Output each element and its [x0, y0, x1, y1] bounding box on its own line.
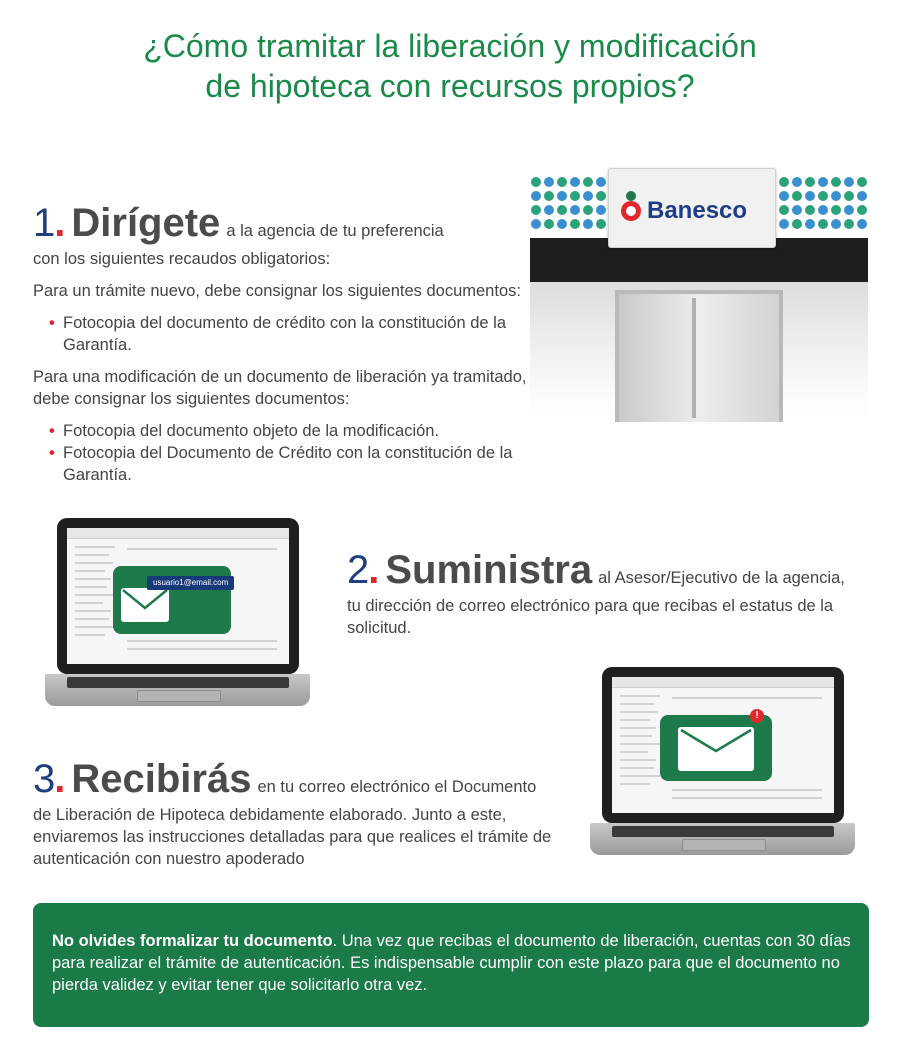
- laptop-screen: [612, 677, 834, 813]
- door-divider: [692, 298, 696, 418]
- step-3-lead: en tu correo electrónico el Documento: [257, 778, 537, 796]
- laptop-trackpad: [682, 839, 766, 851]
- step-3: [33, 757, 573, 880]
- step-3-dot: .: [54, 757, 66, 801]
- step-3-title: Recibirás: [71, 757, 252, 801]
- step-2-lead: al Asesor/Ejecutivo de la agencia,: [598, 569, 845, 587]
- email-card: [113, 566, 231, 634]
- laptop-email-illustration: [45, 518, 310, 716]
- banesco-logo-icon: [617, 189, 645, 223]
- step-2-title: Suministra: [385, 548, 593, 592]
- email-notification-card: [660, 715, 772, 781]
- step-2-heading: [347, 548, 867, 595]
- modification-intro: Para una modificación de un documento de liberación ya tramitado, debe consignar los siguientes documentos:: [33, 368, 527, 408]
- step-1-heading: [33, 201, 563, 248]
- reminder-bold: No olvides formalizar tu documento: [52, 932, 333, 950]
- laptop-notification-illustration: [590, 667, 855, 865]
- laptop-keyboard: [67, 677, 289, 688]
- step-3-number: 3: [33, 757, 55, 801]
- step-1-dot: .: [54, 201, 66, 245]
- title-line-1: ¿Cómo tramitar la liberación y modificación: [143, 28, 757, 64]
- storefront-door: [615, 290, 783, 422]
- banesco-logo: Banesco: [647, 197, 748, 224]
- new-procedure-list: [33, 312, 563, 356]
- bullet-icon: •: [49, 422, 55, 440]
- list-item: • Fotocopia del documento objeto de la modificación.: [49, 422, 440, 440]
- new-procedure-intro: Para un trámite nuevo, debe consignar los siguientes documentos:: [33, 282, 521, 300]
- envelope-icon: [678, 727, 754, 771]
- page-title: [0, 26, 900, 106]
- banesco-sign: [608, 168, 776, 248]
- step-3-heading: [33, 757, 573, 804]
- modification-list: [33, 420, 563, 486]
- email-address-tag: usuario1@email.com: [147, 576, 234, 590]
- title-line-2: de hipoteca con recursos propios?: [205, 68, 695, 104]
- step-1-number: 1: [33, 201, 55, 245]
- bullet-icon: •: [49, 314, 55, 332]
- reminder-text: [52, 930, 858, 996]
- laptop-trackpad: [137, 690, 221, 702]
- laptop-screen: [67, 528, 289, 664]
- step-1-title: Dirígete: [71, 201, 221, 245]
- step-2-dot: .: [368, 548, 380, 592]
- list-item: • Fotocopia del Documento de Crédito con la constitución de la Garantía.: [49, 444, 513, 484]
- step-2: [347, 548, 867, 649]
- notification-alert-icon: !: [750, 709, 764, 723]
- step-1-lead-continued: con los siguientes recaudos obligatorios:: [33, 250, 331, 268]
- step-2-lead-continued: tu dirección de correo electrónico para que recibas el estatus de la solicitud.: [347, 597, 834, 637]
- step-1: [33, 201, 563, 496]
- list-item: • Fotocopia del documento de crédito con la constitución de la Garantía.: [49, 314, 507, 354]
- laptop-keyboard: [612, 826, 834, 837]
- reminder-body: . Una vez que recibas el documento de liberación, cuentas con 30 días para realizar el trámite de autenticación. Es indispensable cumplir con este plazo para que el documento no pierda validez y evitar tener que solicitarlo otra vez.: [52, 932, 851, 994]
- bullet-icon: •: [49, 444, 55, 462]
- dot-pattern-right: [778, 176, 868, 234]
- step-1-lead: a la agencia de tu preferencia: [226, 222, 444, 240]
- banesco-storefront-image: [530, 168, 870, 418]
- step-3-lead-continued: de Liberación de Hipoteca debidamente elaborado. Junto a este, enviaremos las instrucciones detalladas para que realices el trámite de autenticación con nuestro apoderado: [33, 806, 552, 868]
- step-2-number: 2: [347, 548, 369, 592]
- reminder-notice: [33, 903, 869, 1027]
- dot-pattern-left: [530, 176, 608, 234]
- envelope-icon: [121, 588, 169, 622]
